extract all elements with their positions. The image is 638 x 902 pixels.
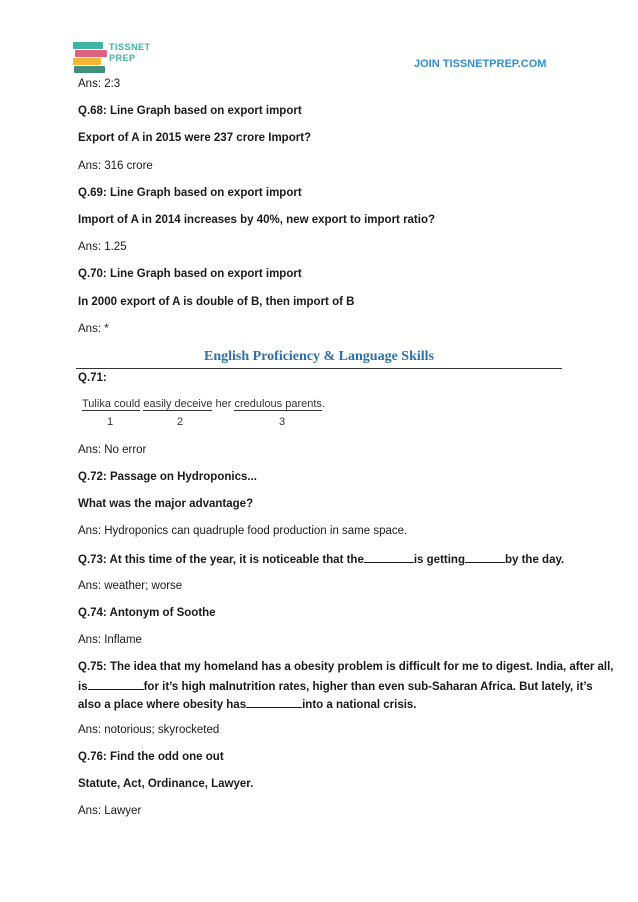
- error-spotting-sentence: [82, 398, 325, 410]
- answer-text: Ans: Lawyer: [78, 805, 142, 817]
- question-text: Import of A in 2014 increases by 40%, new export to import ratio?: [78, 214, 436, 226]
- question-fragment: Q.73: At this time of the year, it is noticeable that the: [78, 554, 364, 566]
- question-heading: [78, 552, 564, 566]
- book-icon: [73, 42, 103, 49]
- fill-blank: [88, 679, 144, 690]
- answer-text: Ans: weather; worse: [78, 580, 183, 592]
- sentence-part-1: Tulika could: [82, 398, 141, 410]
- question-heading: Q.69: Line Graph based on export import: [78, 187, 302, 199]
- answer-text: Ans: 316 crore: [78, 160, 153, 172]
- question-text: [78, 697, 417, 711]
- question-text: What was the major advantage?: [78, 498, 254, 510]
- question-text: Statute, Act, Ordinance, Lawyer.: [78, 778, 254, 790]
- question-heading: Q.74: Antonym of Soothe: [78, 607, 216, 619]
- question-fragment: by the day.: [504, 554, 565, 566]
- question-text: In 2000 export of A is double of B, then import of B: [78, 296, 355, 308]
- question-fragment: is: [78, 681, 88, 693]
- question-heading: Q.70: Line Graph based on export import: [78, 268, 302, 280]
- book-icon: [73, 58, 101, 65]
- answer-text: Ans: Hydroponics can quadruple food production in same space.: [78, 525, 408, 537]
- fill-blank: [246, 697, 302, 708]
- fill-blank: [465, 552, 505, 563]
- section-divider: [76, 368, 562, 369]
- question-fragment: is getting: [413, 554, 465, 566]
- part-number: 1: [107, 416, 114, 428]
- answer-text: Ans: Inflame: [78, 634, 142, 646]
- sentence-end: .: [321, 398, 325, 410]
- question-fragment: into a national crisis.: [302, 699, 417, 711]
- logo-text: [109, 42, 151, 64]
- sentence-part-2: easily deceive: [143, 398, 213, 410]
- question-heading: Q.76: Find the odd one out: [78, 751, 224, 763]
- answer-text: Ans: *: [78, 323, 109, 335]
- answer-text: Ans: 1.25: [78, 241, 127, 253]
- section-title: English Proficiency & Language Skills: [204, 349, 434, 364]
- answer-text: Ans: 2:3: [78, 78, 121, 90]
- question-heading: Q.71:: [78, 372, 107, 384]
- question-text: [78, 679, 593, 693]
- logo-line-1: TISSNET: [109, 42, 151, 52]
- part-number: 3: [279, 416, 286, 428]
- logo-line-2: PREP: [109, 53, 136, 63]
- answer-text: Ans: notorious; skyrocketed: [78, 724, 220, 736]
- book-icon: [74, 66, 105, 73]
- answer-text: Ans: No error: [78, 444, 147, 456]
- sentence-part-3: credulous parents: [234, 398, 322, 410]
- join-link[interactable]: JOIN TISSNETPREP.COM: [414, 58, 547, 70]
- sentence-connector: her: [215, 398, 232, 410]
- question-fragment: for it’s high malnutrition rates, higher than even sub-Saharan Africa. But lately, it’s: [143, 681, 593, 693]
- question-fragment: also a place where obesity has: [78, 699, 247, 711]
- question-text: Export of A in 2015 were 237 crore Import?: [78, 132, 312, 144]
- part-number: 2: [177, 416, 184, 428]
- tissnet-prep-logo[interactable]: [73, 40, 163, 74]
- book-icon: [75, 50, 107, 57]
- fill-blank: [364, 552, 414, 563]
- question-heading: Q.72: Passage on Hydroponics...: [78, 471, 257, 483]
- question-heading: Q.75: The idea that my homeland has a obesity problem is difficult for me to digest. India, after all,: [78, 661, 614, 673]
- question-heading: Q.68: Line Graph based on export import: [78, 105, 302, 117]
